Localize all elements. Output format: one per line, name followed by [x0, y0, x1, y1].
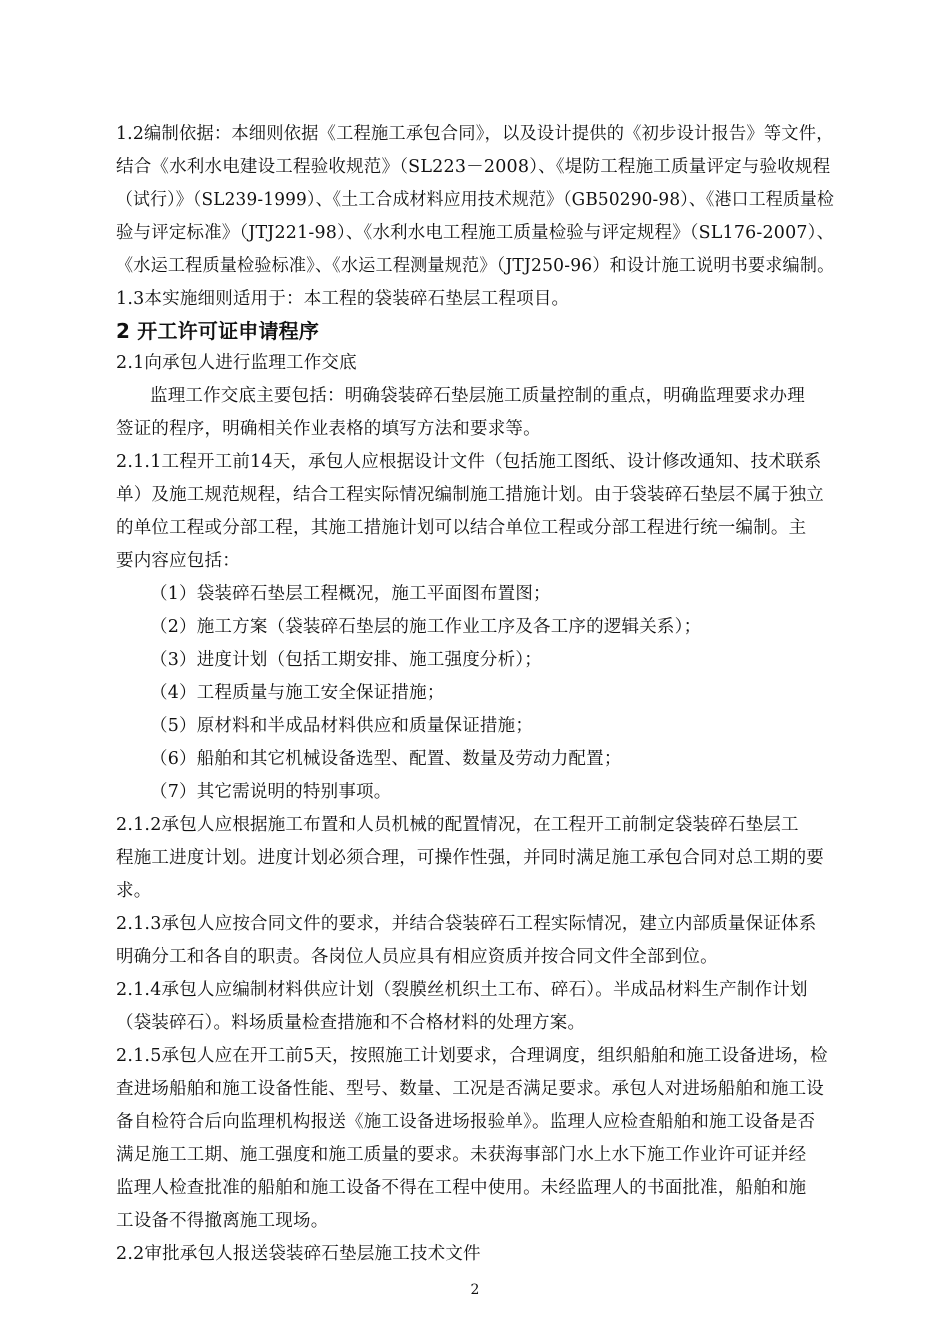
- subsection-heading: 2.1向承包人进行监理工作交底: [116, 353, 357, 373]
- text-line: 1.2编制依据：本细则依据《工程施工承包合同》，以及设计提供的《初步设计报告》等文件，: [116, 124, 834, 144]
- text-line: 工设备不得撤离施工现场。: [116, 1211, 329, 1231]
- list-item: （7）其它需说明的特别事项。: [150, 782, 392, 802]
- text-line: 监理工作交底主要包括：明确袋装碎石垫层施工质量控制的重点，明确监理要求办理: [150, 386, 805, 406]
- text-line: 2.1.4承包人应编制材料供应计划（裂膜丝机织土工布、碎石）。半成品材料生产制作计划: [116, 980, 808, 1000]
- text-line: 2.1.5承包人应在开工前5天，按照施工计划要求，合理调度，组织船舶和施工设备进场，检: [116, 1046, 828, 1066]
- text-line: 求。: [116, 881, 152, 901]
- text-line: 验与评定标准》（JTJ221-98）、《水利水电工程施工质量检验与评定规程》（SL176-2007）、: [116, 223, 835, 243]
- subsection-heading: 2.2审批承包人报送袋装碎石垫层施工技术文件: [116, 1244, 481, 1264]
- list-item: （3）进度计划（包括工期安排、施工强度分析）；: [150, 650, 542, 670]
- list-item: （6）船舶和其它机械设备选型、配置、数量及劳动力配置；: [150, 749, 622, 769]
- text-line: 1.3本实施细则适用于：本工程的袋装碎石垫层工程项目。: [116, 289, 570, 309]
- text-line: 查进场船舶和施工设备性能、型号、数量、工况是否满足要求。承包人对进场船舶和施工设: [116, 1079, 824, 1099]
- text-line: 签证的程序，明确相关作业表格的填写方法和要求等。: [116, 419, 541, 439]
- list-item: （1）袋装碎石垫层工程概况，施工平面图布置图；: [150, 584, 551, 604]
- list-item: （2）施工方案（袋装碎石垫层的施工作业工序及各工序的逻辑关系）；: [150, 617, 702, 637]
- text-line: 结合《水利水电建设工程验收规范》（SL223－2008）、《堤防工程施工质量评定与验收规程: [116, 157, 831, 177]
- text-line: 《水运工程质量检验标准》、《水运工程测量规范》（JTJ250-96）和设计施工说明书要求编制。: [116, 256, 835, 276]
- text-line: （袋装碎石）。料场质量检查措施和不合格材料的处理方案。: [116, 1013, 586, 1033]
- page-number: 2: [470, 1282, 480, 1298]
- text-line: 备自检符合后向监理机构报送《施工设备进场报验单》。监理人应检查船舶和施工设备是否: [116, 1112, 816, 1132]
- list-item: （5）原材料和半成品材料供应和质量保证措施；: [150, 716, 534, 736]
- text-line: （试行）》（SL239-1999）、《土工合成材料应用技术规范》（GB50290-98）、《港口工程质量检: [116, 190, 834, 210]
- section-heading: 2 开工许可证申请程序: [116, 319, 320, 343]
- text-line: 明确分工和各自的职责。各岗位人员应具有相应资质并按合同文件全部到位。: [116, 947, 718, 967]
- text-line: 单）及施工规范规程，结合工程实际情况编制施工措施计划。由于袋装碎石垫层不属于独立: [116, 485, 824, 505]
- text-line: 监理人检查批准的船舶和施工设备不得在工程中使用。未经监理人的书面批准，船舶和施: [116, 1178, 807, 1198]
- text-line: 2.1.3承包人应按合同文件的要求，并结合袋装碎石工程实际情况，建立内部质量保证体系: [116, 914, 817, 934]
- text-line: 的单位工程或分部工程，其施工措施计划可以结合单位工程或分部工程进行统一编制。主: [116, 518, 807, 538]
- text-line: 要内容应包括：: [116, 551, 240, 571]
- text-line: 程施工进度计划。进度计划必须合理，可操作性强，并同时满足施工承包合同对总工期的要: [116, 848, 824, 868]
- text-line: 满足施工工期、施工强度和施工质量的要求。未获海事部门水上水下施工作业许可证并经: [116, 1145, 807, 1165]
- list-item: （4）工程质量与施工安全保证措施；: [150, 683, 445, 703]
- text-line: 2.1.1工程开工前14天，承包人应根据设计文件（包括施工图纸、设计修改通知、技术联系: [116, 452, 822, 472]
- text-line: 2.1.2承包人应根据施工布置和人员机械的配置情况，在工程开工前制定袋装碎石垫层工: [116, 815, 799, 835]
